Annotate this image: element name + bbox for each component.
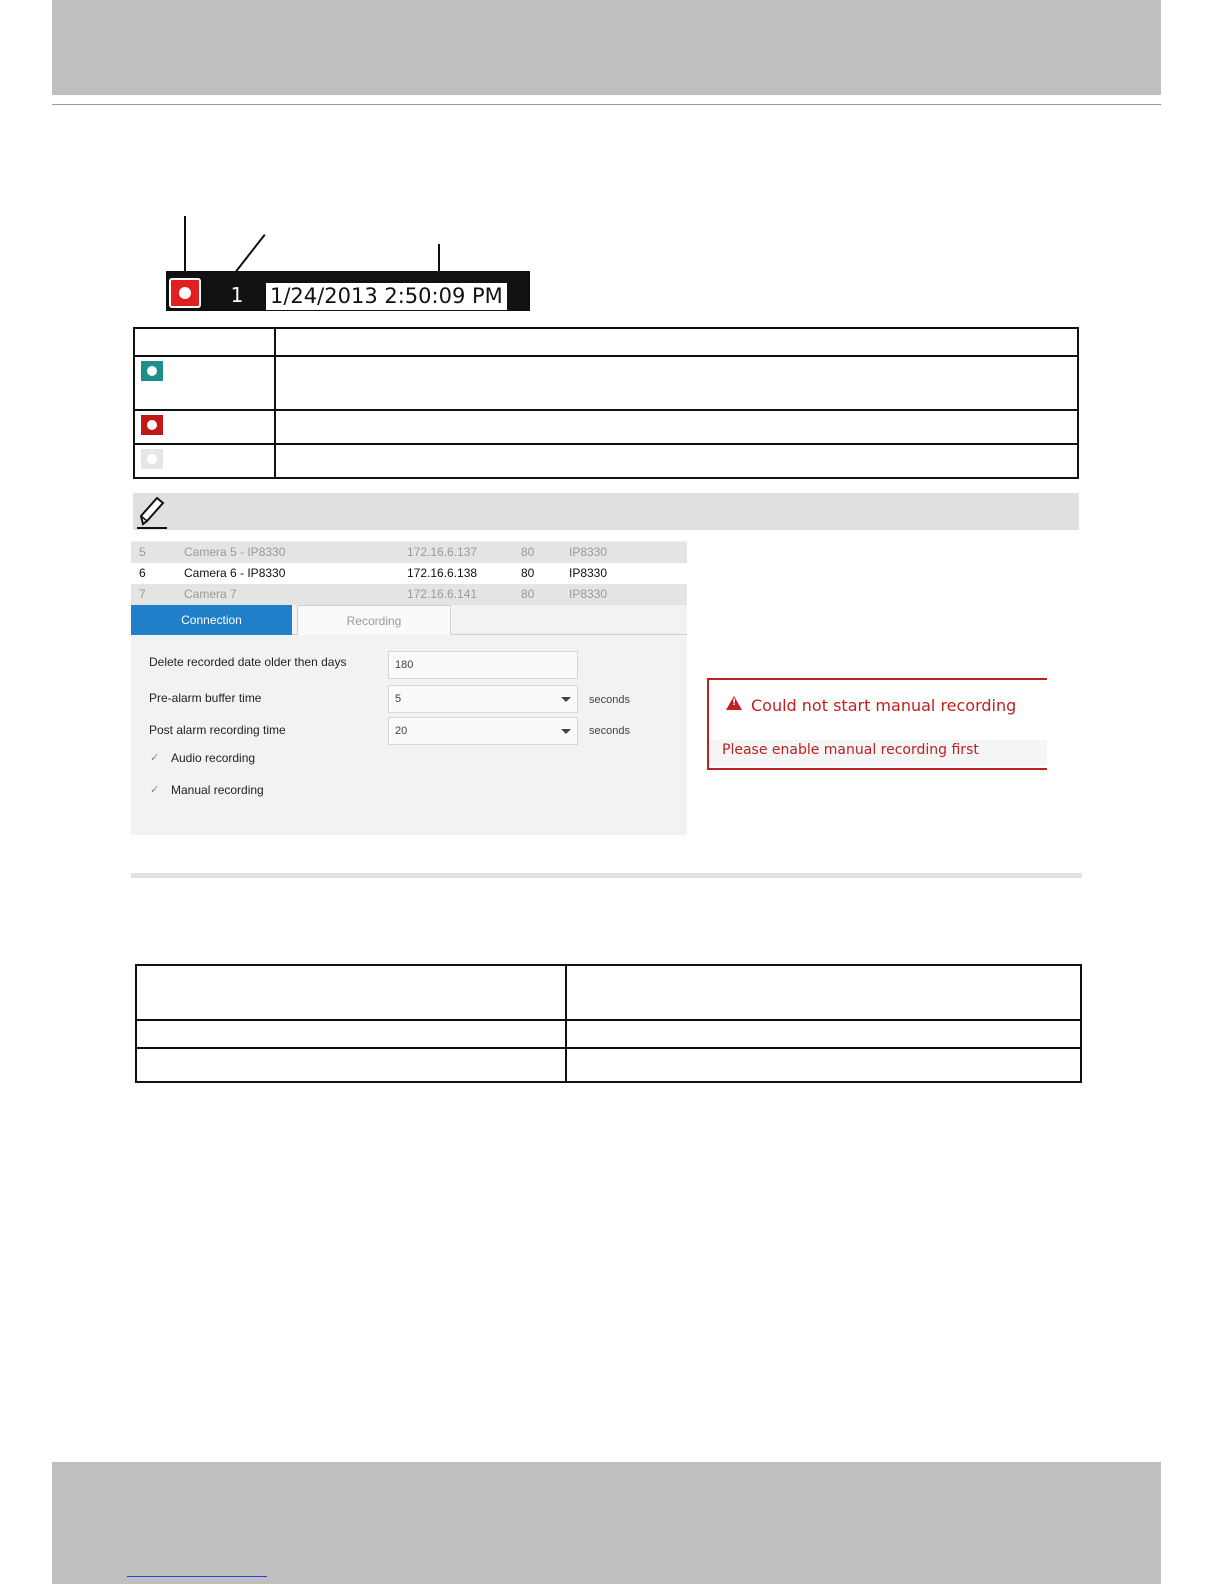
legend-row [134, 410, 1078, 444]
legend-row [134, 444, 1078, 478]
prealarm-unit: seconds [589, 694, 630, 706]
error-message: Please enable manual recording first [722, 742, 979, 758]
postalarm-unit: seconds [589, 725, 630, 737]
legend-text-cell [275, 444, 1078, 478]
info-cell [136, 1048, 566, 1082]
info-row [136, 1020, 1081, 1048]
record-icon [169, 278, 201, 308]
recording-settings-panel [131, 541, 687, 835]
legend-icon-cell [134, 410, 275, 444]
info-cell [566, 1020, 1081, 1048]
camera-name: Camera 7 [184, 587, 237, 601]
camera-index: 7 [139, 587, 146, 601]
gray-record-icon [141, 449, 163, 469]
section-divider [131, 873, 1082, 878]
legend-header-cell [134, 328, 275, 356]
status-timestamp: 1/24/2013 2:50:09 PM [266, 283, 507, 310]
audio-recording-label: Audio recording [171, 751, 256, 765]
manual-recording-label: Manual recording [171, 783, 264, 797]
camera-port: 80 [521, 566, 535, 580]
pencil-note-icon [135, 494, 169, 530]
camera-index: 6 [139, 566, 146, 580]
camera-ip: 172.16.6.138 [407, 566, 478, 580]
warning-icon-mark: ! [731, 698, 737, 708]
error-title: Could not start manual recording [751, 696, 1017, 715]
chevron-down-icon [561, 729, 571, 734]
camera-name: Camera 5 - IP8330 [184, 545, 286, 559]
settings-tab-strip [131, 605, 687, 635]
legend-row [134, 356, 1078, 410]
chevron-down-icon [561, 697, 571, 702]
error-dialog [707, 678, 1047, 770]
header-divider [52, 104, 1161, 105]
legend-icon-cell [134, 444, 275, 478]
legend-header-row [134, 328, 1078, 356]
red-record-icon [141, 415, 163, 435]
info-cell [566, 1048, 1081, 1082]
camera-port: 80 [521, 545, 535, 559]
legend-text-cell [275, 356, 1078, 410]
prealarm-select[interactable] [388, 685, 578, 713]
camera-row[interactable] [131, 584, 687, 605]
camera-name: Camera 6 - IP8330 [184, 566, 286, 580]
info-cell [136, 1020, 566, 1048]
delete-days-label: Delete recorded date older then days [149, 655, 347, 669]
info-cell [136, 965, 566, 1020]
camera-ip: 172.16.6.141 [407, 587, 478, 601]
info-row [136, 1048, 1081, 1082]
legend-header-cell [275, 328, 1078, 356]
manual-recording-checkbox[interactable]: ✓ [150, 784, 160, 796]
tab-recording[interactable]: Recording [297, 605, 451, 635]
info-table [135, 964, 1082, 1083]
info-row [136, 965, 1081, 1020]
camera-model: IP8330 [569, 545, 608, 559]
legend-text-cell [275, 410, 1078, 444]
postalarm-select[interactable] [388, 717, 578, 745]
info-cell [566, 965, 1081, 1020]
audio-recording-checkbox[interactable]: ✓ [150, 752, 160, 764]
page-header-band [52, 0, 1161, 95]
camera-port: 80 [521, 587, 535, 601]
tab-connection[interactable]: Connection [131, 605, 292, 635]
delete-days-input[interactable]: 180 [388, 651, 578, 679]
camera-model: IP8330 [569, 566, 608, 580]
teal-record-icon [141, 361, 163, 381]
camera-ip: 172.16.6.137 [407, 545, 478, 559]
postalarm-value: 20 [395, 725, 408, 737]
prealarm-value: 5 [395, 693, 402, 705]
note-bar [133, 493, 1079, 530]
camera-row[interactable] [131, 563, 687, 584]
camera-model: IP8330 [569, 587, 608, 601]
icon-legend-table [133, 327, 1079, 479]
prealarm-label: Pre-alarm buffer time [149, 691, 262, 705]
footer-link[interactable] [127, 1563, 267, 1577]
layout-number: 1 [230, 283, 244, 307]
legend-icon-cell [134, 356, 275, 410]
camera-index: 5 [139, 545, 146, 559]
postalarm-label: Post alarm recording time [149, 723, 286, 737]
camera-row[interactable] [131, 542, 687, 563]
